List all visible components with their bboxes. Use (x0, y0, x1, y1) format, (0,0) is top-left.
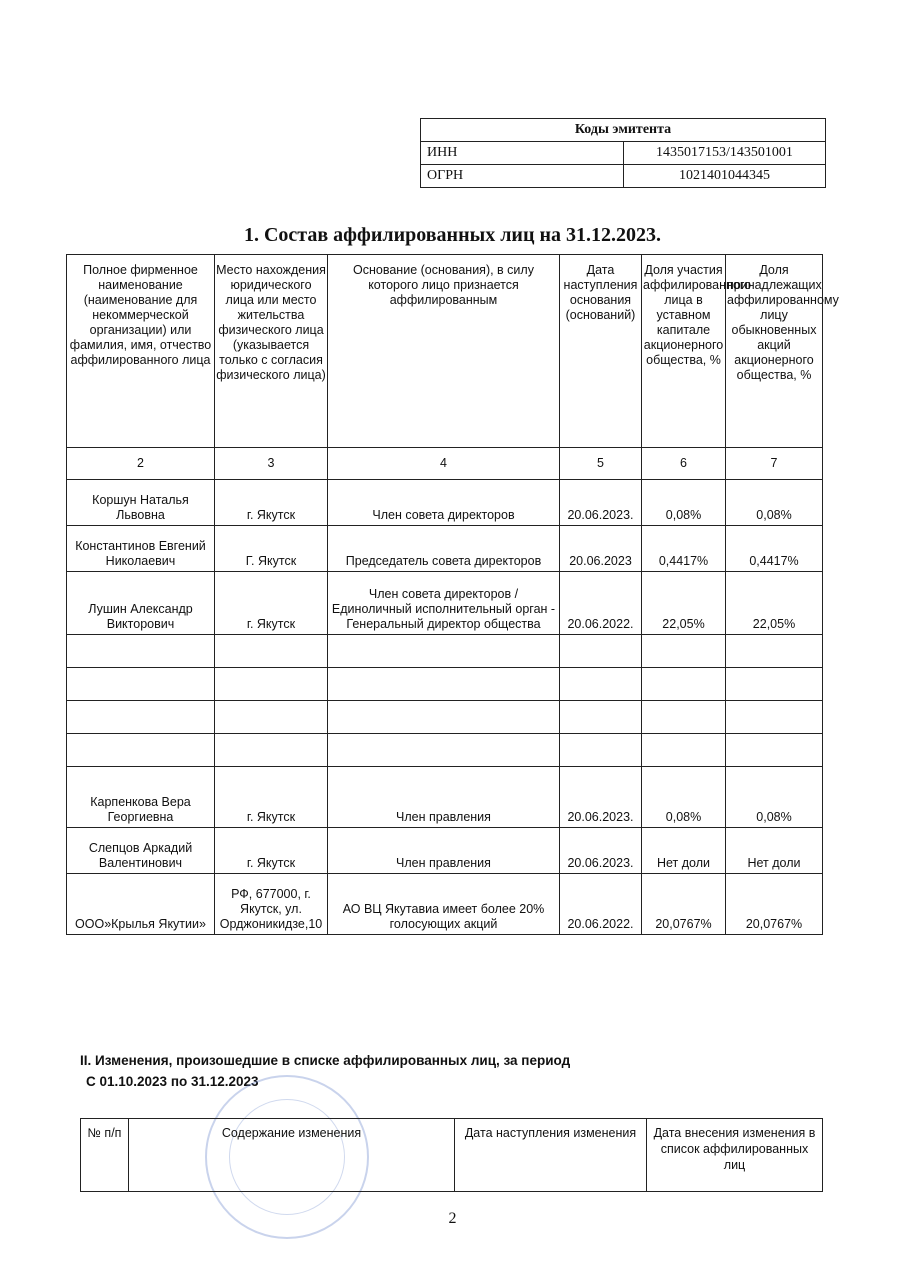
cell-name: Коршун Наталья Львовна (67, 480, 215, 526)
page-number: 2 (448, 1210, 457, 1227)
changes-header-row (81, 1119, 823, 1192)
cell-basis: Член правления (328, 767, 560, 828)
header-cell-capital-share: Доля участия аффилированного лица в уставном капитале акционерного общества, % (642, 255, 726, 448)
cell-basis: Председатель совета директоров (328, 526, 560, 572)
cell-location: Г. Якутск (215, 526, 328, 572)
column-number: 5 (560, 448, 642, 480)
header-cell-change-date: Дата наступления изменения (455, 1119, 647, 1192)
table-row (67, 767, 823, 828)
column-number-row (67, 448, 823, 480)
inn-value: 1435017153/143501001 (624, 142, 826, 165)
cell-location: г. Якутск (215, 572, 328, 635)
empty-row (67, 668, 823, 701)
cell-basis: Член правления (328, 828, 560, 874)
cell-date: 20.06.2022. (560, 874, 642, 935)
cell-location: г. Якутск (215, 480, 328, 526)
cell-date: 20.06.2023. (560, 480, 642, 526)
header-cell-entry-date: Дата внесения изменения в список аффилированных лиц (647, 1119, 823, 1192)
table-row (67, 874, 823, 935)
cell-shares-share: 20,0767% (726, 874, 823, 935)
ogrn-value: 1021401044345 (624, 165, 826, 188)
cell-date: 20.06.2023 (560, 526, 642, 572)
column-number: 6 (642, 448, 726, 480)
cell-shares-share: 0,08% (726, 480, 823, 526)
cell-location: РФ, 677000, г. Якутск, ул. Орджоникидзе,10 (215, 874, 328, 935)
header-cell-shares-share: Доля принадлежащих аффилированному лицу обыкновенных акций акционерного общества, % (726, 255, 823, 448)
column-number: 4 (328, 448, 560, 480)
table-header-row (67, 255, 823, 448)
header-cell-number: № п/п (81, 1119, 129, 1192)
column-number: 2 (67, 448, 215, 480)
column-number: 3 (215, 448, 328, 480)
cell-name: Константинов Евгений Николаевич (67, 526, 215, 572)
cell-capital-share: 22,05% (642, 572, 726, 635)
column-number: 7 (726, 448, 823, 480)
cell-name: Лушин Александр Викторович (67, 572, 215, 635)
cell-name: Слепцов Аркадий Валентинович (67, 828, 215, 874)
cell-shares-share: 0,08% (726, 767, 823, 828)
header-cell-location: Место нахождения юридического лица или место жительства физического лица (указывается только с согласия физического лица) (215, 255, 328, 448)
cell-shares-share: 0,4417% (726, 526, 823, 572)
cell-date: 20.06.2023. (560, 828, 642, 874)
cell-basis: Член совета директоров / Единоличный исполнительный орган - Генеральный директор общества (328, 572, 560, 635)
table-row (67, 480, 823, 526)
cell-capital-share: Нет доли (642, 828, 726, 874)
table-row (67, 526, 823, 572)
section-2-title: II. Изменения, произошедшие в списке аффилированных лиц, за период (80, 1053, 571, 1068)
table-row (67, 828, 823, 874)
empty-row (67, 635, 823, 668)
cell-date: 20.06.2022. (560, 572, 642, 635)
cell-basis: АО ВЦ Якутавиа имеет более 20% голосующих акций (328, 874, 560, 935)
inn-label: ИНН (421, 142, 624, 165)
ogrn-label: ОГРН (421, 165, 624, 188)
cell-shares-share: 22,05% (726, 572, 823, 635)
issuer-codes-header: Коды эмитента (421, 119, 826, 142)
cell-basis: Член совета директоров (328, 480, 560, 526)
changes-table (80, 1118, 823, 1192)
empty-row (67, 701, 823, 734)
cell-capital-share: 0,08% (642, 480, 726, 526)
cell-capital-share: 0,4417% (642, 526, 726, 572)
cell-name: ООО»Крылья Якутии» (67, 874, 215, 935)
section-title: 1. Состав аффилированных лиц на 31.12.2023. (243, 224, 661, 246)
cell-shares-share: Нет доли (726, 828, 823, 874)
header-cell-name: Полное фирменное наименование (наименование для некоммерческой организации) или фамилия, имя, отчество аффилированного лица (67, 255, 215, 448)
cell-capital-share: 20,0767% (642, 874, 726, 935)
cell-date: 20.06.2023. (560, 767, 642, 828)
cell-capital-share: 0,08% (642, 767, 726, 828)
cell-name: Карпенкова Вера Георгиевна (67, 767, 215, 828)
issuer-codes-table (420, 118, 826, 188)
table-row (67, 572, 823, 635)
section-2-period: С 01.10.2023 по 31.12.2023 (86, 1074, 259, 1089)
header-cell-date: Дата наступления основания (оснований) (560, 255, 642, 448)
empty-row (67, 734, 823, 767)
cell-location: г. Якутск (215, 828, 328, 874)
header-cell-change-content: Содержание изменения (129, 1119, 455, 1192)
affiliates-table (66, 254, 839, 935)
cell-location: г. Якутск (215, 767, 328, 828)
header-cell-basis: Основание (основания), в силу которого лицо признается аффилированным (328, 255, 560, 448)
